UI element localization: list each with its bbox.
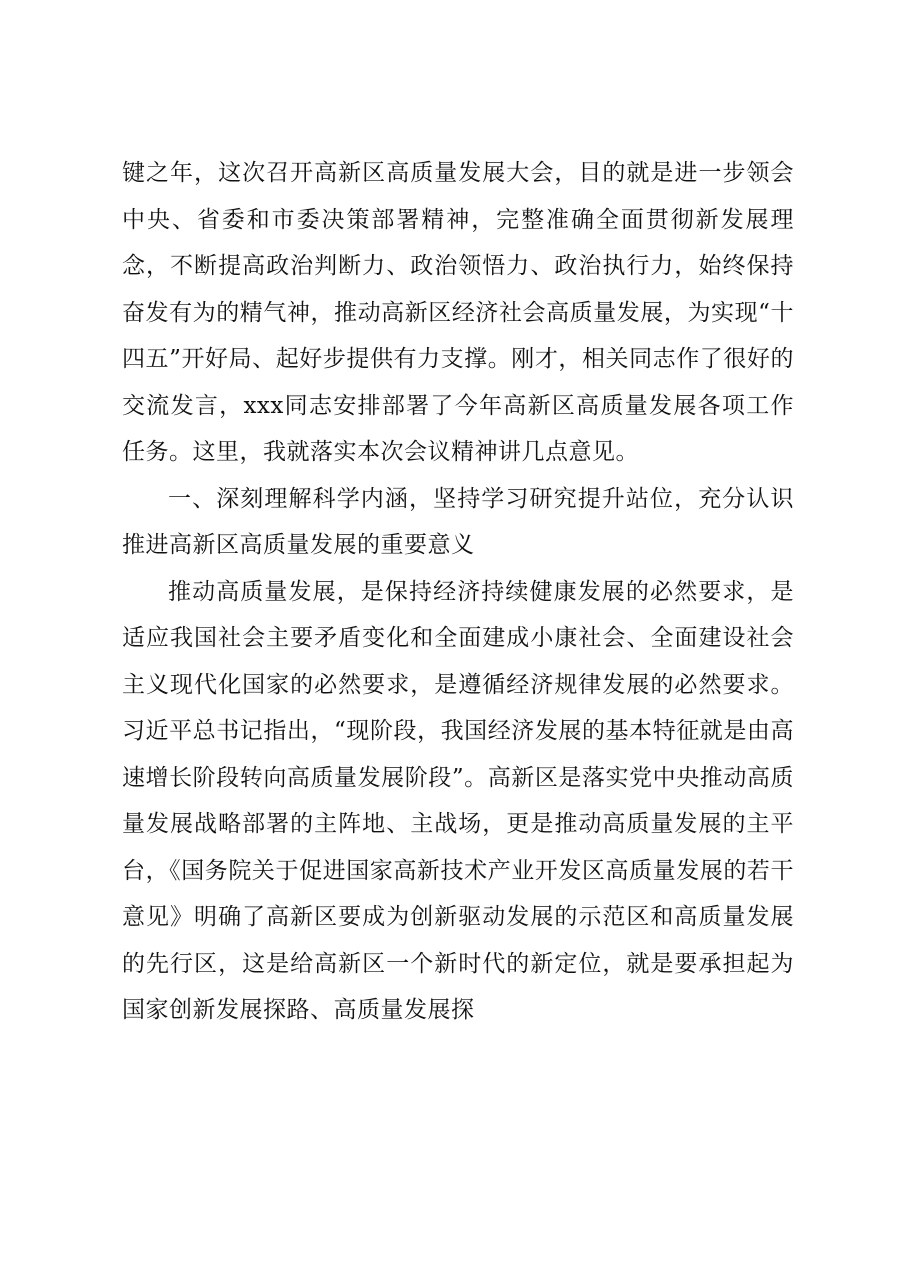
body-paragraph: 推动高质量发展，是保持经济持续健康发展的必然要求，是适应我国社会主要矛盾变化和全面建成小康社会、全面建设社会主义现代化国家的必然要求，是遵循经济规律发展的必然要求。习近平总书记指出，“现阶段，我国经济发展的基本特征就是由高速增长阶段转向高质量发展阶段”。高新区是落实党中央推动高质量发展战略部署的主阵地、主战场，更是推动高质量发展的主平台，《国务院关于促进国家高新技术产业开发区高质量发展的若干意见》明确了高新区要成为创新驱动发展的示范区和高质量发展的先行区，这是给高新区一个新时代的新定位，就是要承担起为国家创新发展探路、高质量发展探: [122, 578, 794, 1023]
document-body: [122, 150, 794, 1034]
section-heading-1: 一、深刻理解科学内涵，坚持学习研究提升站位，充分认识推进高新区高质量发展的重要意义: [122, 485, 794, 558]
body-paragraph-continuation: 键之年，这次召开高新区高质量发展大会，目的就是进一步领会中央、省委和市委决策部署精神，完整准确全面贯彻新发展理念，不断提高政治判断力、政治领悟力、政治执行力，始终保持奋发有为的精气神，推动高新区经济社会高质量发展，为实现“十四五”开好局、起好步提供有力支撑。刚才，相关同志作了很好的交流发言，xxx同志安排部署了今年高新区高质量发展各项工作任务。这里，我就落实本次会议精神讲几点意见。: [122, 160, 794, 465]
